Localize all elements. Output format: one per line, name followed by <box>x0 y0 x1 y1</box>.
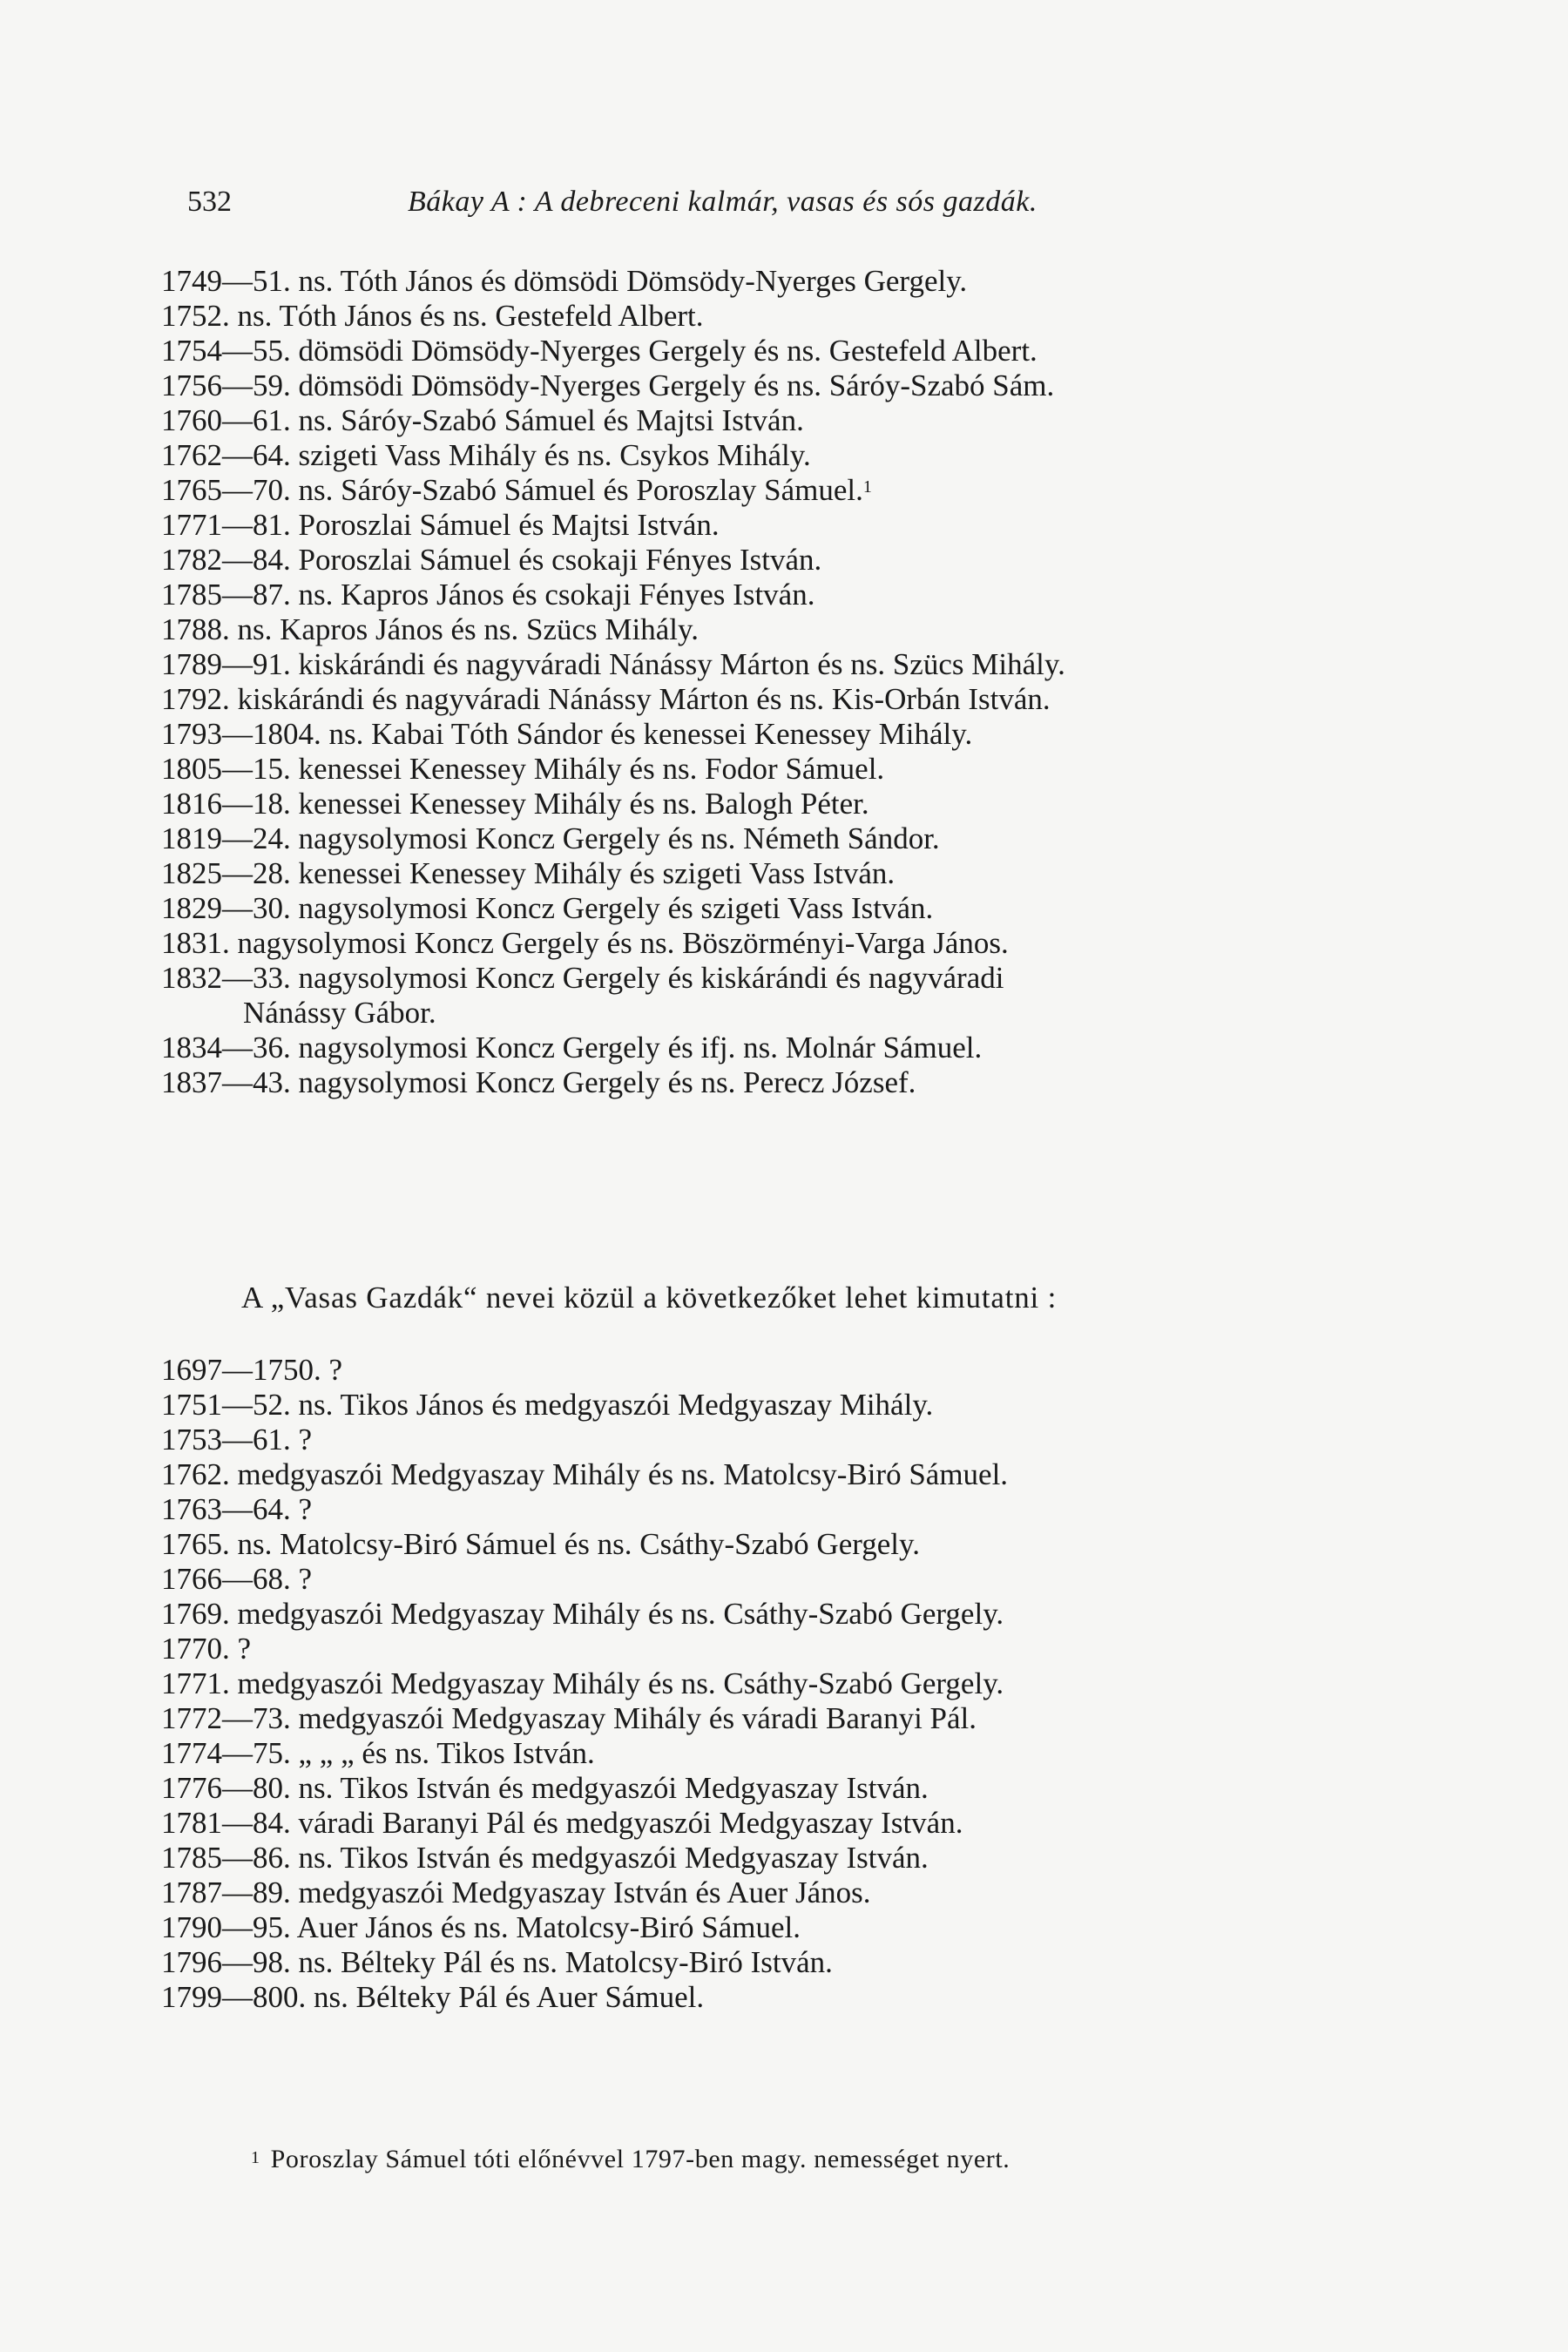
list-item <box>161 1065 1433 1100</box>
entry-years: 1749—51. <box>161 264 291 298</box>
entry-names: nagysolymosi Koncz Gergely és szigeti Vass István. <box>298 891 934 925</box>
entry-years: 1831. <box>161 926 230 960</box>
entry-names: Poroszlai Sámuel és csokaji Fényes István. <box>298 543 822 577</box>
list-item <box>161 612 1433 647</box>
list-item <box>161 647 1433 682</box>
entry-names: ns. Tikos István és medgyaszói Medgyaszay István. <box>298 1841 929 1875</box>
entry-names: kenessei Kenessey Mihály és ns. Fodor Sámuel. <box>298 752 885 786</box>
entry-years: 1760—61. <box>161 403 291 437</box>
entry-names: kiskárándi és nagyváradi Nánássy Márton és ns. Kis-Orbán István. <box>237 682 1051 716</box>
list-item <box>161 1841 1433 1876</box>
officials-list-1 <box>161 264 1433 1100</box>
entry-years: 1756—59. <box>161 368 291 402</box>
entry-names: medgyaszói Medgyaszay Mihály és ns. Csáthy-Szabó Gergely. <box>237 1666 1004 1700</box>
list-item <box>161 1492 1433 1527</box>
entry-years: 1785—87. <box>161 578 291 612</box>
list-item <box>161 1353 1433 1388</box>
list-item <box>161 334 1433 368</box>
entry-years: 1829—30. <box>161 891 291 925</box>
entry-names: ns. Matolcsy-Biró Sámuel és ns. Csáthy-Szabó Gergely. <box>237 1527 921 1561</box>
list-item <box>161 1806 1433 1841</box>
entry-years: 1776—80. <box>161 1771 291 1805</box>
entry-years: 1790—95. <box>161 1910 291 1944</box>
entry-names: kenessei Kenessey Mihály és szigeti Vass István. <box>298 856 896 890</box>
entry-names: ns. Bélteky Pál és ns. Matolcsy-Biró István. <box>298 1945 833 1979</box>
list-item <box>161 1031 1433 1065</box>
list-item <box>161 682 1433 717</box>
list-item <box>161 438 1433 473</box>
entry-names: Nánássy Gábor. <box>243 996 436 1030</box>
entry-years: 1772—73. <box>161 1701 291 1735</box>
entry-years: 1751—52. <box>161 1388 291 1422</box>
entry-years: 1793—1804. <box>161 717 321 751</box>
list-item <box>161 891 1433 926</box>
entry-names: „ „ „ és ns. Tikos István. <box>298 1736 595 1770</box>
entry-years: 1805—15. <box>161 752 291 786</box>
entry-years: 1752. <box>161 299 230 333</box>
entry-names: ns. Kapros János és csokaji Fényes István. <box>298 578 815 612</box>
entry-names: ns. Tikos István és medgyaszói Medgyaszay István. <box>298 1771 929 1805</box>
entry-years: 1832—33. <box>161 961 291 995</box>
entry-years: 1789—91. <box>161 647 291 681</box>
entry-names: ns. Bélteky Pál és Auer Sámuel. <box>314 1980 705 2014</box>
entry-years: 1825—28. <box>161 856 291 890</box>
entry-years: 1762—64. <box>161 438 291 472</box>
entry-years: 1766—68. <box>161 1562 291 1596</box>
entry-names: ? <box>298 1562 313 1596</box>
list-item <box>161 926 1433 961</box>
list-item <box>161 1701 1433 1736</box>
entry-names: Poroszlai Sámuel és Majtsi István. <box>298 508 720 542</box>
entry-names: medgyaszói Medgyaszay Mihály és váradi Baranyi Pál. <box>298 1701 977 1735</box>
entry-names: medgyaszói Medgyaszay Mihály és ns. Matolcsy-Biró Sámuel. <box>237 1457 1009 1491</box>
entry-names: kenessei Kenessey Mihály és ns. Balogh Péter. <box>298 787 869 821</box>
entry-years: 1796—98. <box>161 1945 291 1979</box>
list-item <box>161 1562 1433 1597</box>
list-item <box>161 856 1433 891</box>
list-item <box>161 821 1433 856</box>
section-intro: A „Vasas Gazdák“ nevei közül a következőket lehet kimutatni : <box>241 1281 1058 1315</box>
entry-names: váradi Baranyi Pál és medgyaszói Medgyaszay István. <box>298 1806 963 1840</box>
list-item <box>161 299 1433 334</box>
entry-names: ns. Tóth János és ns. Gestefeld Albert. <box>237 299 704 333</box>
entry-names: nagysolymosi Koncz Gergely és ns. Böszörményi-Varga János. <box>237 926 1009 960</box>
entry-names: szigeti Vass Mihály és ns. Csykos Mihály. <box>298 438 811 472</box>
list-item <box>161 1980 1433 2015</box>
entry-names: nagysolymosi Koncz Gergely és kiskárándi és nagyváradi <box>298 961 1004 995</box>
entry-names: dömsödi Dömsödy-Nyerges Gergely és ns. Gestefeld Albert. <box>298 334 1037 368</box>
list-item <box>161 1666 1433 1701</box>
entry-years: 1754—55. <box>161 334 291 368</box>
entry-names: nagysolymosi Koncz Gergely és ifj. ns. Molnár Sámuel. <box>298 1031 983 1064</box>
entry-names: ? <box>237 1632 252 1666</box>
list-item <box>161 1632 1433 1666</box>
list-item <box>161 1736 1433 1771</box>
running-title: Bákay A : A debreceni kalmár, vasas és sós gazdák. <box>408 186 1037 218</box>
entry-years: 1774—75. <box>161 1736 291 1770</box>
entry-years: 1782—84. <box>161 543 291 577</box>
list-item <box>161 996 1433 1031</box>
entry-names: ? <box>298 1492 313 1526</box>
entry-years: 1785—86. <box>161 1841 291 1875</box>
entry-years: 1781—84. <box>161 1806 291 1840</box>
entry-names: ? <box>298 1423 313 1456</box>
entry-years: 1753—61. <box>161 1423 291 1456</box>
list-item <box>161 1457 1433 1492</box>
list-item <box>161 578 1433 612</box>
entry-years: 1770. <box>161 1632 230 1666</box>
entry-years: 1769. <box>161 1597 230 1631</box>
list-item <box>161 1771 1433 1806</box>
list-item <box>161 1423 1433 1457</box>
entry-years: 1762. <box>161 1457 230 1491</box>
entry-years: 1697—1750. <box>161 1353 321 1387</box>
entry-names: ns. Kabai Tóth Sándor és kenessei Kenessey Mihály. <box>328 717 973 751</box>
list-item <box>161 961 1433 996</box>
entry-names: medgyaszói Medgyaszay István és Auer János. <box>298 1876 871 1909</box>
list-item <box>161 473 1433 508</box>
entry-names: medgyaszói Medgyaszay Mihály és ns. Csáthy-Szabó Gergely. <box>237 1597 1004 1631</box>
entry-names: dömsödi Dömsödy-Nyerges Gergely és ns. Sáróy-Szabó Sám. <box>298 368 1055 402</box>
list-item <box>161 1910 1433 1945</box>
list-item <box>161 1527 1433 1562</box>
entry-years: 1771—81. <box>161 508 291 542</box>
officials-list-2 <box>161 1353 1433 2015</box>
entry-names: ? <box>328 1353 343 1387</box>
entry-names: ns. Tikos János és medgyaszói Medgyaszay Mihály. <box>298 1388 934 1422</box>
entry-years: 1816—18. <box>161 787 291 821</box>
list-item <box>161 264 1433 299</box>
entry-names: ns. Sáróy-Szabó Sámuel és Poroszlay Sámuel. <box>298 473 863 507</box>
entry-names: ns. Kapros János és ns. Szücs Mihály. <box>237 612 699 646</box>
footnote <box>251 2144 1010 2175</box>
list-item <box>161 368 1433 403</box>
list-item <box>161 787 1433 821</box>
entry-names: kiskárándi és nagyváradi Nánássy Márton és ns. Szücs Mihály. <box>298 647 1065 681</box>
list-item <box>161 717 1433 752</box>
entry-years: 1765—70. <box>161 473 291 507</box>
footnote-mark: 1 <box>251 2148 260 2167</box>
entry-names: ns. Sáróy-Szabó Sámuel és Majtsi István. <box>298 403 804 437</box>
entry-names: Auer János és ns. Matolcsy-Biró Sámuel. <box>296 1910 801 1944</box>
entry-years: 1787—89. <box>161 1876 291 1909</box>
list-item <box>161 1876 1433 1910</box>
entry-years: 1788. <box>161 612 230 646</box>
list-item <box>161 1597 1433 1632</box>
entry-names: nagysolymosi Koncz Gergely és ns. Perecz József. <box>298 1065 916 1099</box>
entry-years: 1819—24. <box>161 821 291 855</box>
entry-years: 1792. <box>161 682 230 716</box>
entry-years: 1837—43. <box>161 1065 291 1099</box>
list-item <box>161 508 1433 543</box>
list-item <box>161 1388 1433 1423</box>
entry-years: 1763—64. <box>161 1492 291 1526</box>
entry-years: 1799—800. <box>161 1980 307 2014</box>
page-number: 532 <box>187 186 232 218</box>
list-item <box>161 1945 1433 1980</box>
list-item <box>161 543 1433 578</box>
entry-years: 1765. <box>161 1527 230 1561</box>
footnote-text: Poroszlay Sámuel tóti előnévvel 1797-ben magy. nemességet nyert. <box>270 2145 1010 2173</box>
entry-names: nagysolymosi Koncz Gergely és ns. Németh Sándor. <box>298 821 940 855</box>
entry-names: ns. Tóth János és dömsödi Dömsödy-Nyerges Gergely. <box>298 264 968 298</box>
list-item <box>161 752 1433 787</box>
entry-years: 1771. <box>161 1666 230 1700</box>
footnote-reference: 1 <box>862 477 872 497</box>
list-item <box>161 403 1433 438</box>
entry-years: 1834—36. <box>161 1031 291 1064</box>
